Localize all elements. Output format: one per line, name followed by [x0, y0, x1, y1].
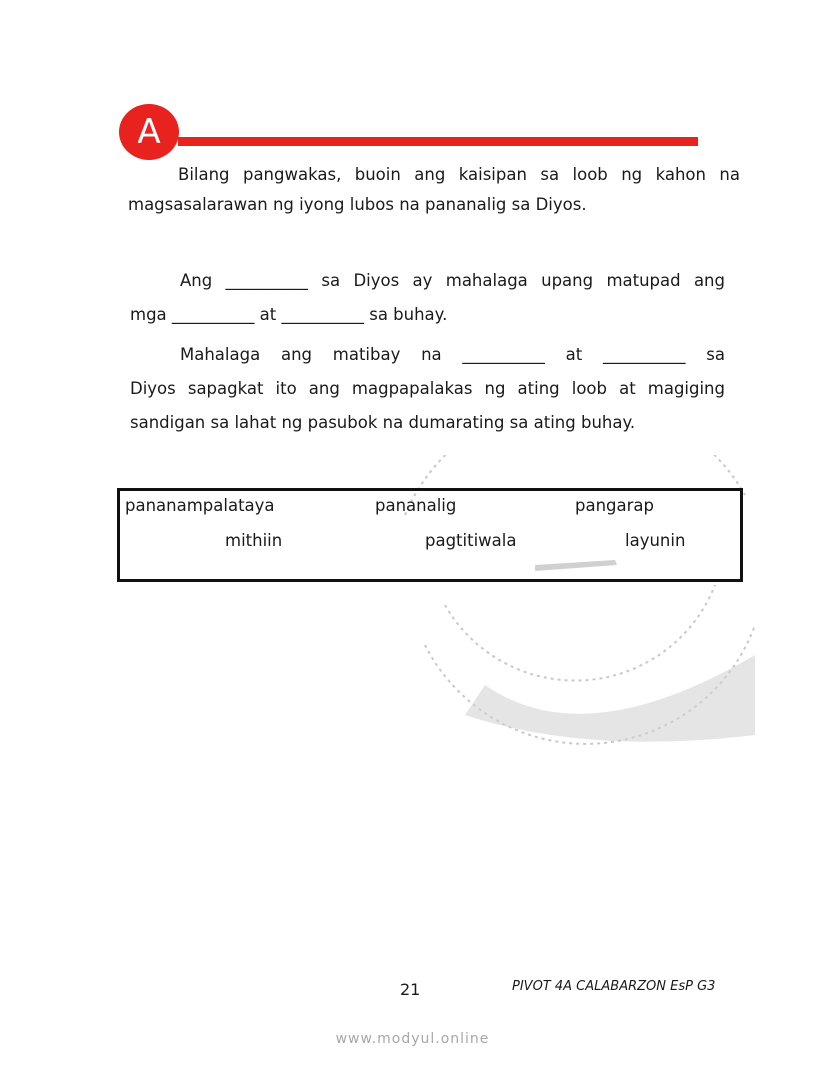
page-number: 21: [400, 980, 421, 999]
site-watermark: www.modyul.online: [335, 1031, 490, 1047]
footer-code: PIVOT 4A CALABARZON EsP G3: [512, 979, 716, 994]
statement-1-line-1: Ang __________ sa Diyos ay mahalaga upang matupad ang: [180, 271, 725, 290]
word-choice: layunin: [625, 531, 686, 550]
word-choice: pananampalataya: [125, 496, 275, 515]
statement-2-line-2: Diyos sapagkat ito ang magpapalakas ng ating loob at magiging: [130, 379, 725, 398]
word-choice: pagtitiwala: [425, 531, 517, 550]
word-choice: pangarap: [575, 496, 654, 515]
instructions-line-2: magsasalarawan ng iyong lubos na pananalig sa Diyos.: [128, 195, 587, 214]
statement-2-line-3: sandigan sa lahat ng pasubok na dumarating sa ating buhay.: [130, 413, 636, 432]
statement-1-line-2: mga __________ at __________ sa buhay.: [130, 305, 448, 324]
word-choice-box: [117, 488, 743, 582]
word-choice: pananalig: [375, 496, 457, 515]
section-badge: A: [119, 104, 179, 160]
fill-in-statement-2: [130, 338, 725, 440]
statement-2-line-1: Mahalaga ang matibay na __________ at __________ sa: [180, 345, 725, 364]
section-header-bar: [178, 137, 698, 146]
word-choice: mithiin: [225, 531, 283, 550]
instructions-line-1: Bilang pangwakas, buoin ang kaisipan sa loob ng kahon na: [178, 165, 740, 184]
instructions: [128, 160, 740, 220]
fill-in-statement-1: [130, 264, 725, 332]
